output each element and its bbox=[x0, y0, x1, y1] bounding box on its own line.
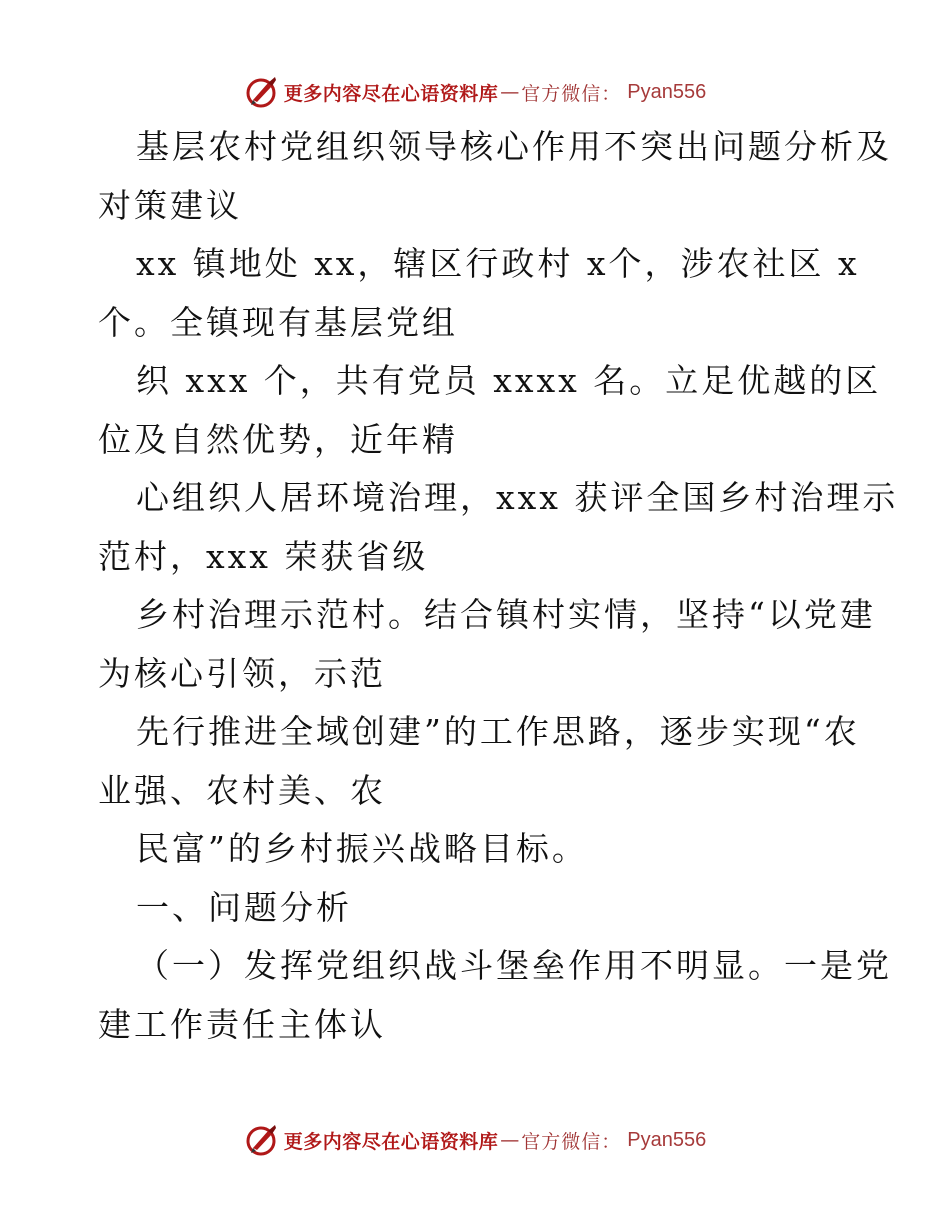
wechat-label: 官方微信： bbox=[521, 82, 622, 105]
header-banner bbox=[0, 72, 950, 112]
paragraph-line: 民富”的乡村振兴战略目标。 bbox=[136, 829, 588, 868]
footer-banner bbox=[0, 1120, 950, 1160]
quill-pen-logo-icon bbox=[244, 1122, 280, 1158]
wechat-id: Pyan556 bbox=[627, 80, 707, 103]
title-line-2: 对策建议 bbox=[98, 185, 242, 225]
paragraph-line: 业强、农村美、农 bbox=[98, 770, 386, 810]
quill-pen-logo-icon bbox=[244, 74, 280, 110]
paragraph-line: 范村，xxx 荣获省级 bbox=[98, 536, 429, 576]
wechat-id: Pyan556 bbox=[627, 1128, 707, 1151]
paragraph-line: 织 xxx 个，共有党员 xxxx 名。立足优越的区 bbox=[136, 361, 882, 400]
document-body bbox=[98, 118, 899, 1054]
wechat-label: 官方微信： bbox=[521, 1130, 622, 1153]
title-line-1: 基层农村党组织领导核心作用不突出问题分析及 bbox=[136, 127, 892, 166]
brand-text: 更多内容尽在心语资料库 bbox=[283, 82, 499, 105]
paragraph-line: 乡村治理示范村。结合镇村实情，坚持“以党建 bbox=[136, 595, 876, 634]
paragraph-line: （一）发挥党组织战斗堡垒作用不明显。一是党 bbox=[136, 946, 892, 985]
brand-text: 更多内容尽在心语资料库 bbox=[283, 1130, 499, 1153]
paragraph-line: xx 镇地处 xx，辖区行政村 x个，涉农社区 x bbox=[136, 244, 860, 283]
paragraph-line: 心组织人居环境治理，xxx 获评全国乡村治理示 bbox=[136, 478, 899, 517]
paragraph-line: 个。全镇现有基层党组 bbox=[98, 302, 458, 342]
paragraph-line: 为核心引领，示范 bbox=[98, 653, 386, 693]
paragraph-line: 先行推进全域创建”的工作思路，逐步实现“农 bbox=[136, 712, 860, 751]
paragraph-line: 建工作责任主体认 bbox=[98, 1004, 386, 1044]
banner-dash: — bbox=[500, 81, 520, 103]
paragraph-line: 位及自然优势，近年精 bbox=[98, 419, 458, 459]
section-heading: 一、问题分析 bbox=[136, 887, 352, 927]
banner-dash: — bbox=[500, 1129, 520, 1151]
